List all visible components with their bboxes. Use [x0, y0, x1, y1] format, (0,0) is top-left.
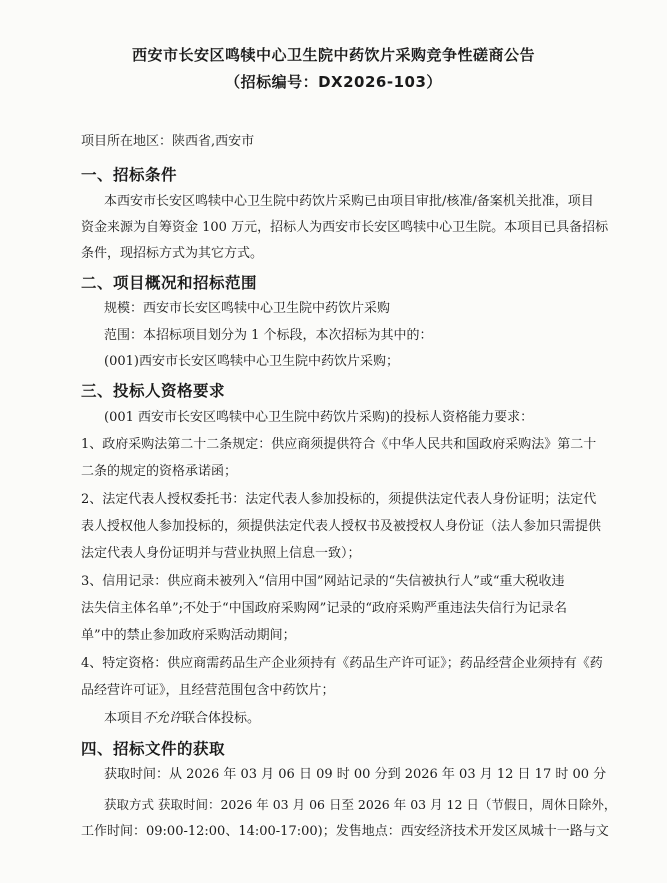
section-heading-qualification: 三、投标人资格要求 [81, 382, 226, 400]
requirement-4-line: 品经营许可证》，且经营范围包含中药饮片； [81, 683, 335, 698]
project-region: 项目所在地区：陕西省,西安市 [81, 134, 255, 149]
lot-line: (001)西安市长安区鸣犊中心卫生院中药饮片采购； [104, 354, 399, 369]
document-title: 西安市长安区鸣犊中心卫生院中药饮片采购竞争性磋商公告 [131, 46, 535, 64]
acquisition-method-cont: 工作时间：09:00-12:00、14:00-17:00)；发售地点：西安经济技术开发区凤城十一路与文 [81, 824, 609, 839]
section-heading-overview: 二、项目概况和招标范围 [81, 274, 258, 292]
qualification-intro: (001 西安市长安区鸣犊中心卫生院中药饮片采购)的投标人资格能力要求： [104, 410, 534, 425]
requirement-4-line: 4、特定资格：供应商需药品生产企业须持有《药品生产许可证》；药品经营企业须持有《药 [81, 656, 603, 671]
requirement-3-line: 单”中的禁止参加政府采购活动期间； [81, 628, 296, 643]
paragraph-line: 资金来源为自筹资金 100 万元，招标人为西安市长安区鸣犊中心卫生院。本项目已具备招标 [81, 220, 609, 235]
consortium-post: 联合体投标。 [182, 711, 261, 726]
consortium-statement [104, 711, 624, 727]
scope-line: 范围：本招标项目划分为 1 个标段，本次招标为其中的： [104, 328, 433, 343]
requirement-1-line: 1、政府采购法第二十二条规定：供应商须提供符合《中华人民共和国政府采购法》第二十 [81, 437, 597, 452]
requirement-2-line: 表人授权他人参加投标的，须提供法定代表人授权书及被授权人身份证（法人参加只需提供 [81, 519, 602, 534]
paragraph-line: 本西安市长安区鸣犊中心卫生院中药饮片采购已由项目审批/核准/备案机关批准，项目 [104, 194, 594, 209]
acquisition-method: 获取方式 获取时间：2026 年 03 月 06 日至 2026 年 03 月 12 日（节假日，周休日除外， [104, 797, 617, 812]
requirement-2-line: 法定代表人身份证明并与营业执照上信息一致）； [81, 546, 361, 561]
requirement-2-line: 2、法定代表人授权委托书：法定代表人参加投标的，须提供法定代表人身份证明；法定代 [81, 492, 597, 507]
consortium-pre: 本项目 [104, 711, 144, 726]
requirement-1-line: 二条的规定的资格承诺函； [81, 464, 238, 479]
scale-line: 规模：西安市长安区鸣犊中心卫生院中药饮片采购 [104, 301, 391, 316]
paragraph-line: 条件，现招标方式为其它方式。 [81, 246, 264, 261]
requirement-3-line: 3、信用记录：供应商未被列入“信用中国”网站记录的“失信被执行人”或“重大税收违 [81, 574, 565, 589]
acquisition-time: 获取时间：从 2026 年 03 月 06 日 09 时 00 分到 2026 年 03 月 12 日 17 时 00 分 [104, 767, 607, 782]
consortium-not-allowed: 不允许 [143, 711, 183, 726]
requirement-3-line: 法失信主体名单”;不处于“中国政府采购网”记录的“政府采购严重违法失信行为记录名 [81, 601, 567, 616]
tender-code: （招标编号：DX2026-103） [225, 73, 442, 91]
section-heading-documents: 四、招标文件的获取 [81, 740, 226, 758]
section-heading-conditions: 一、招标条件 [81, 166, 178, 184]
